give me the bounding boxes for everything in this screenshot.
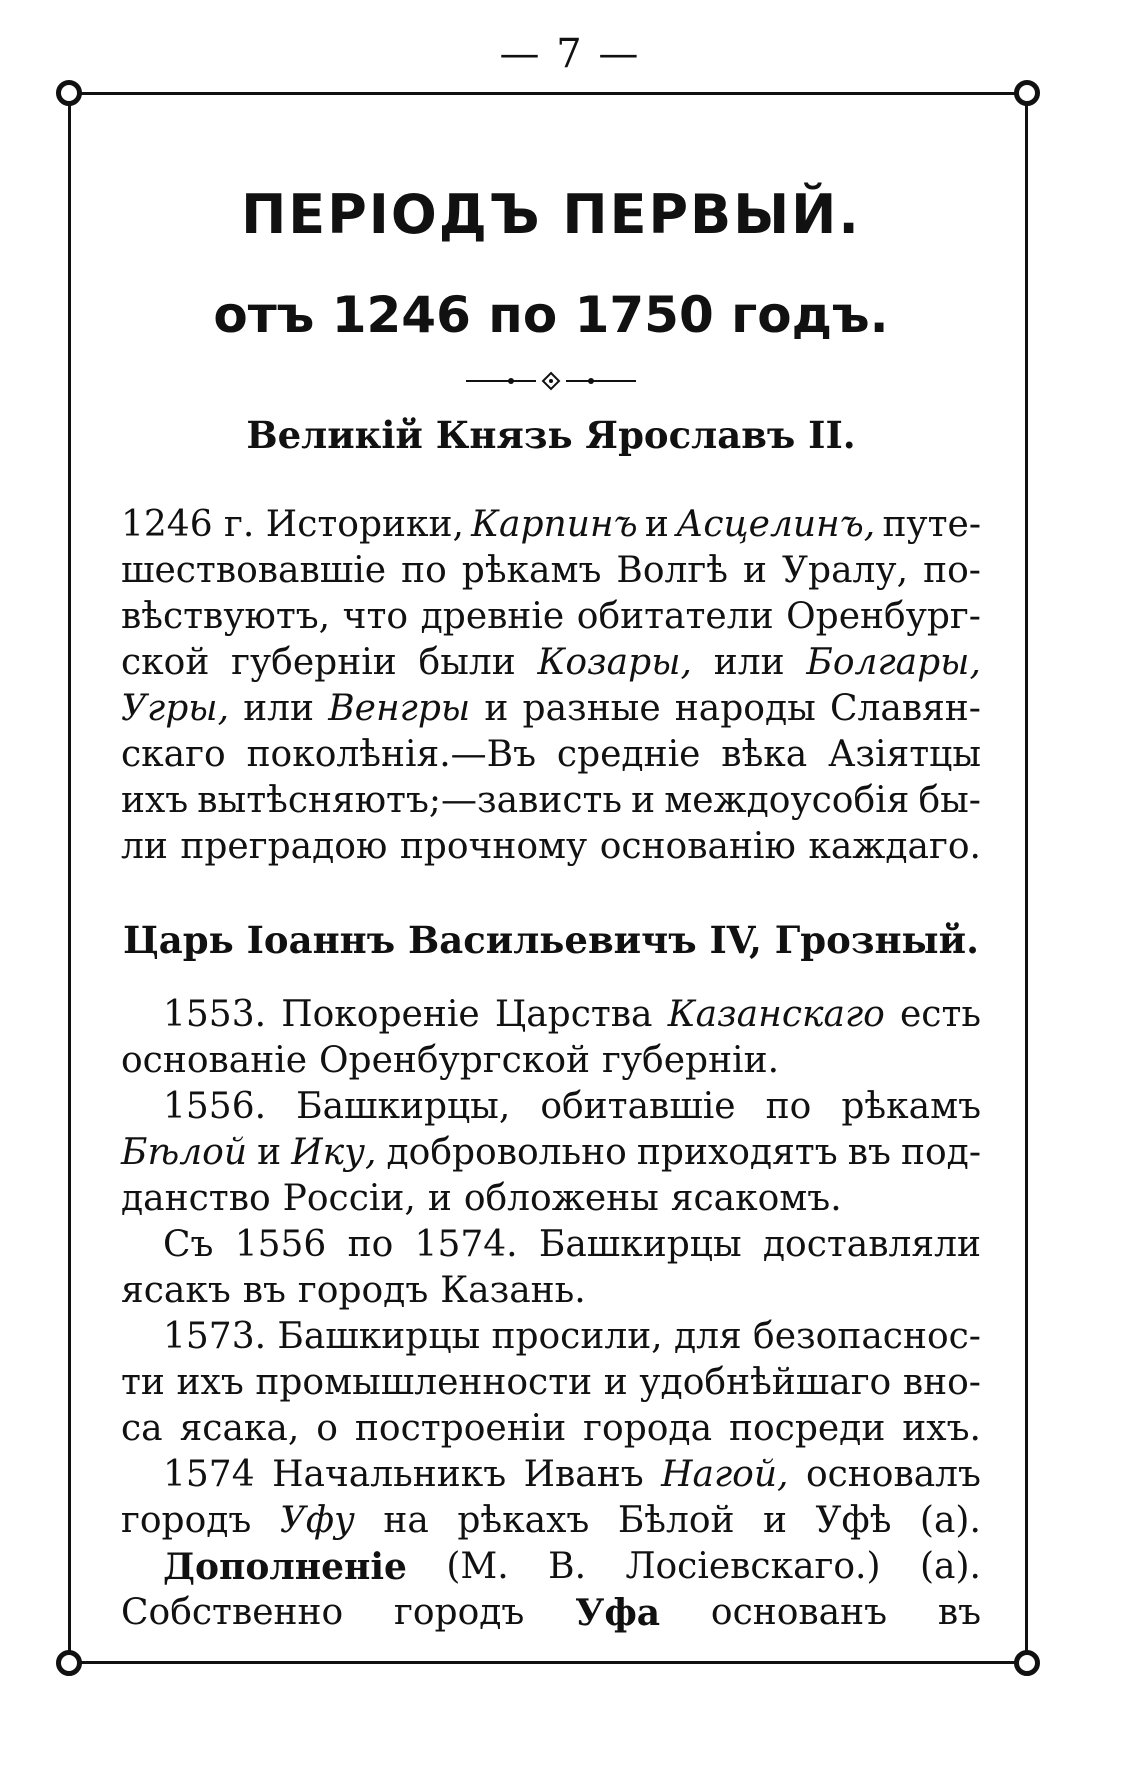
word: Болгары, <box>806 641 981 683</box>
word: Уралу, <box>782 549 909 591</box>
word: и <box>257 1132 282 1174</box>
word: (а). <box>919 1546 981 1588</box>
word: Казань. <box>440 1270 586 1312</box>
word: добровольно <box>386 1132 627 1174</box>
word: и <box>603 1362 628 1404</box>
text-line <box>121 594 981 640</box>
period-title: ПЕРІОДЪ ПЕРВЫЙ. <box>241 183 861 246</box>
word: 1556 <box>234 1224 327 1266</box>
page-border-frame <box>68 92 1028 1664</box>
word: Козары, <box>537 641 692 683</box>
word: ясакъ <box>121 1270 231 1312</box>
text-line <box>121 640 981 686</box>
word: и <box>763 1500 788 1542</box>
word: или <box>243 687 315 729</box>
word: есть <box>900 994 981 1036</box>
word: рѣкамъ <box>461 549 602 591</box>
text-line <box>121 1452 981 1498</box>
text-line <box>121 1130 981 1176</box>
text-line <box>121 1038 981 1084</box>
word: Угры, <box>121 687 230 729</box>
word: Бѣлой <box>617 1500 735 1542</box>
word: ясака, <box>179 1408 300 1450</box>
word: вытѣсняютъ;—зависть <box>197 779 623 821</box>
word: разные <box>522 687 661 729</box>
word: средніе <box>556 733 701 775</box>
word: губерніи <box>231 641 397 683</box>
word: и <box>427 1178 452 1220</box>
word: и <box>743 549 768 591</box>
word: вно- <box>902 1362 981 1404</box>
word: губерніи. <box>602 1040 780 1082</box>
word: под- <box>900 1132 981 1174</box>
word: ской <box>121 641 210 683</box>
word: ли <box>121 825 168 867</box>
period-years: отъ 1246 по 1750 годъ. <box>213 286 889 345</box>
word: са <box>121 1408 163 1450</box>
word: Съ <box>163 1224 214 1266</box>
word: удобнѣйшаго <box>639 1362 892 1404</box>
word: о <box>316 1408 338 1450</box>
word: безопаснос- <box>753 1316 981 1358</box>
word: въ <box>937 1592 981 1634</box>
text-line <box>121 686 981 732</box>
word: Бѣлой <box>121 1132 247 1174</box>
word: или <box>713 641 785 683</box>
word: Азіятцы <box>828 733 981 775</box>
text-line <box>121 778 981 824</box>
word: городъ <box>121 1500 252 1542</box>
text-line <box>121 502 981 548</box>
word: Уфа <box>575 1592 661 1635</box>
word: по- <box>923 549 981 591</box>
word: ихъ <box>176 1362 244 1404</box>
word: Начальникъ <box>272 1454 507 1496</box>
corner-ornament-icon <box>1014 1650 1040 1676</box>
word: 1553. <box>163 994 267 1036</box>
word: (М. <box>446 1546 509 1588</box>
word: доставляли <box>762 1224 981 1266</box>
text-line <box>121 1268 981 1314</box>
word: что <box>342 595 409 637</box>
word: посреди <box>729 1408 886 1450</box>
text-line <box>121 1222 981 1268</box>
word: В. <box>548 1546 587 1588</box>
word: Асцелинъ, <box>676 503 876 545</box>
text-line <box>121 1544 981 1590</box>
word: ясакомъ. <box>670 1178 842 1220</box>
word: приходятъ <box>636 1132 838 1174</box>
word: данство <box>121 1178 271 1220</box>
word: построеніи <box>354 1408 567 1450</box>
word: древніе <box>420 595 565 637</box>
word: Покореніе <box>281 994 480 1036</box>
word: прочному <box>399 825 588 867</box>
divider-ornament-icon <box>466 371 636 391</box>
word: обитавшіе <box>540 1086 736 1128</box>
word: рѣкамъ <box>841 1086 981 1128</box>
word: Оренбург- <box>786 595 981 637</box>
word: просили, <box>491 1316 663 1358</box>
text-line <box>121 1084 981 1130</box>
word: вѣка <box>721 733 808 775</box>
word: вѣствуютъ, <box>121 595 331 637</box>
word: были <box>418 641 516 683</box>
word: ти <box>121 1362 165 1404</box>
word: основанъ <box>710 1592 888 1634</box>
word: ихъ. <box>902 1408 981 1450</box>
word: и <box>631 779 656 821</box>
word: по <box>347 1224 394 1266</box>
text-line <box>121 1590 981 1636</box>
word: въ <box>847 1132 891 1174</box>
page-content <box>121 165 981 1636</box>
word: и <box>484 687 509 729</box>
text-line <box>121 1360 981 1406</box>
word: скаго <box>121 733 226 775</box>
word: Оренбургской <box>319 1040 590 1082</box>
word: рѣкахъ <box>457 1500 590 1542</box>
word: Башкирцы, <box>296 1086 511 1128</box>
paragraph-1246 <box>121 502 981 870</box>
word: Царства <box>494 994 653 1036</box>
text-line <box>121 1498 981 1544</box>
word: Волгѣ <box>616 549 728 591</box>
word: Ику, <box>291 1132 377 1174</box>
word: основаніе <box>121 1040 308 1082</box>
word: Славян- <box>829 687 981 729</box>
word: бы- <box>918 779 981 821</box>
word: Венгры <box>328 687 471 729</box>
word: 1574. <box>414 1224 518 1266</box>
corner-ornament-icon <box>1014 80 1040 106</box>
ruler-heading-yaroslav: Великій Князь Ярославъ II. <box>246 413 856 458</box>
word: Россіи, <box>282 1178 416 1220</box>
page-number: — 7 — <box>499 31 641 77</box>
text-line <box>121 1176 981 1222</box>
word: для <box>673 1316 742 1358</box>
word: обложены <box>463 1178 659 1220</box>
word: городъ <box>394 1592 525 1634</box>
text-line <box>121 732 981 778</box>
text-line <box>121 1314 981 1360</box>
corner-ornament-icon <box>56 80 82 106</box>
word: основанію <box>599 825 796 867</box>
word: народы <box>674 687 816 729</box>
word: Дополненіе <box>163 1546 407 1589</box>
word: (а). <box>919 1500 981 1542</box>
word: Карпинъ <box>471 503 638 545</box>
word: обитатели <box>576 595 774 637</box>
paragraph-ioann <box>121 992 981 1636</box>
word: по <box>765 1086 812 1128</box>
ruler-heading-ioann: Царь Іоаннъ Васильевичъ IV, Грозный. <box>123 917 979 962</box>
word: на <box>383 1500 429 1542</box>
text-line <box>121 824 981 870</box>
word: основалъ <box>805 1454 981 1496</box>
word: Нагой, <box>661 1454 789 1496</box>
word: въ <box>242 1270 286 1312</box>
word: 1573. <box>163 1316 267 1358</box>
word: Башкирцы <box>538 1224 742 1266</box>
word: Башкирцы <box>277 1316 481 1358</box>
word: Уфу <box>279 1500 355 1542</box>
word: 1574 <box>163 1454 255 1496</box>
word: ихъ <box>121 779 189 821</box>
word: Казанскаго <box>667 994 885 1036</box>
word: Собственно <box>121 1592 344 1634</box>
word: 1246 г. Историки, <box>121 503 464 545</box>
word: Уфѣ <box>815 1500 892 1542</box>
corner-ornament-icon <box>56 1650 82 1676</box>
word: Лосіевскаго.) <box>625 1546 881 1588</box>
word: преградою <box>180 825 388 867</box>
text-line <box>121 548 981 594</box>
word: путе- <box>882 503 981 545</box>
text-line <box>121 1406 981 1452</box>
text-line <box>121 992 981 1038</box>
word: городъ <box>297 1270 429 1312</box>
word: по <box>401 549 447 591</box>
word: 1556. <box>163 1086 267 1128</box>
word: и <box>644 503 669 545</box>
word: Иванъ <box>523 1454 644 1496</box>
word: промышленности <box>255 1362 593 1404</box>
word: каждаго. <box>808 825 981 867</box>
word: шествовавшіе <box>121 549 387 591</box>
word: города <box>583 1408 713 1450</box>
word: междоусобія <box>664 779 910 821</box>
word: поколѣнія.—Въ <box>246 733 537 775</box>
